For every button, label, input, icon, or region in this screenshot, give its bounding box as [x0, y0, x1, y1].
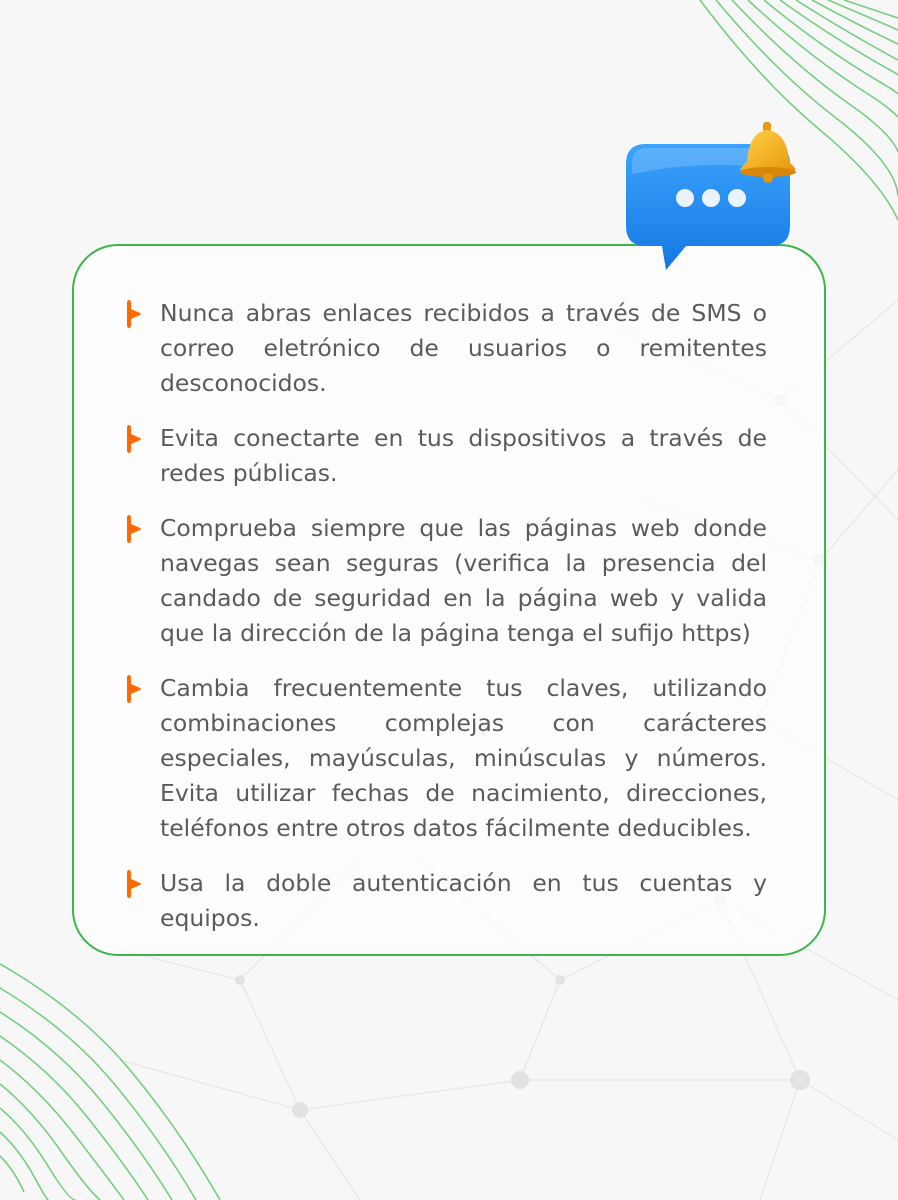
wave-stripes-bottom-left: [0, 964, 220, 1200]
list-item: [160, 866, 767, 936]
chat-bubble-icon: [620, 118, 805, 276]
bullet-marker-icon: [123, 423, 143, 455]
bullet-marker-icon: [123, 868, 143, 900]
list-item: [160, 296, 767, 401]
bullet-marker-icon: [123, 673, 143, 705]
list-item: [160, 671, 767, 846]
bullet-marker-icon: [123, 298, 143, 330]
tip-text: Comprueba siempre que las páginas web donde navegas sean seguras (verifica la presencia del candado de seguridad en la página web y valida que la dirección de la página tenga el sufijo https): [160, 514, 767, 647]
bullet-marker-icon: [123, 513, 143, 545]
tips-list: [160, 296, 767, 956]
bell-icon: [740, 122, 796, 183]
tip-text: Cambia frecuentemente tus claves, utilizando combinaciones complejas con carácteres especiales, mayúsculas, minúsculas y números. Evita utilizar fechas de nacimiento, direcciones, teléfonos entre otros datos fácilmente deducibles.: [160, 674, 767, 842]
tip-text: Usa la doble autenticación en tus cuentas y equipos.: [160, 869, 767, 932]
tip-text: Evita conectarte en tus dispositivos a través de redes públicas.: [160, 424, 767, 487]
list-item: [160, 421, 767, 491]
tip-text: Nunca abras enlaces recibidos a través de SMS o correo eletrónico de usuarios o remitentes desconocidos.: [160, 299, 767, 397]
list-item: [160, 511, 767, 651]
